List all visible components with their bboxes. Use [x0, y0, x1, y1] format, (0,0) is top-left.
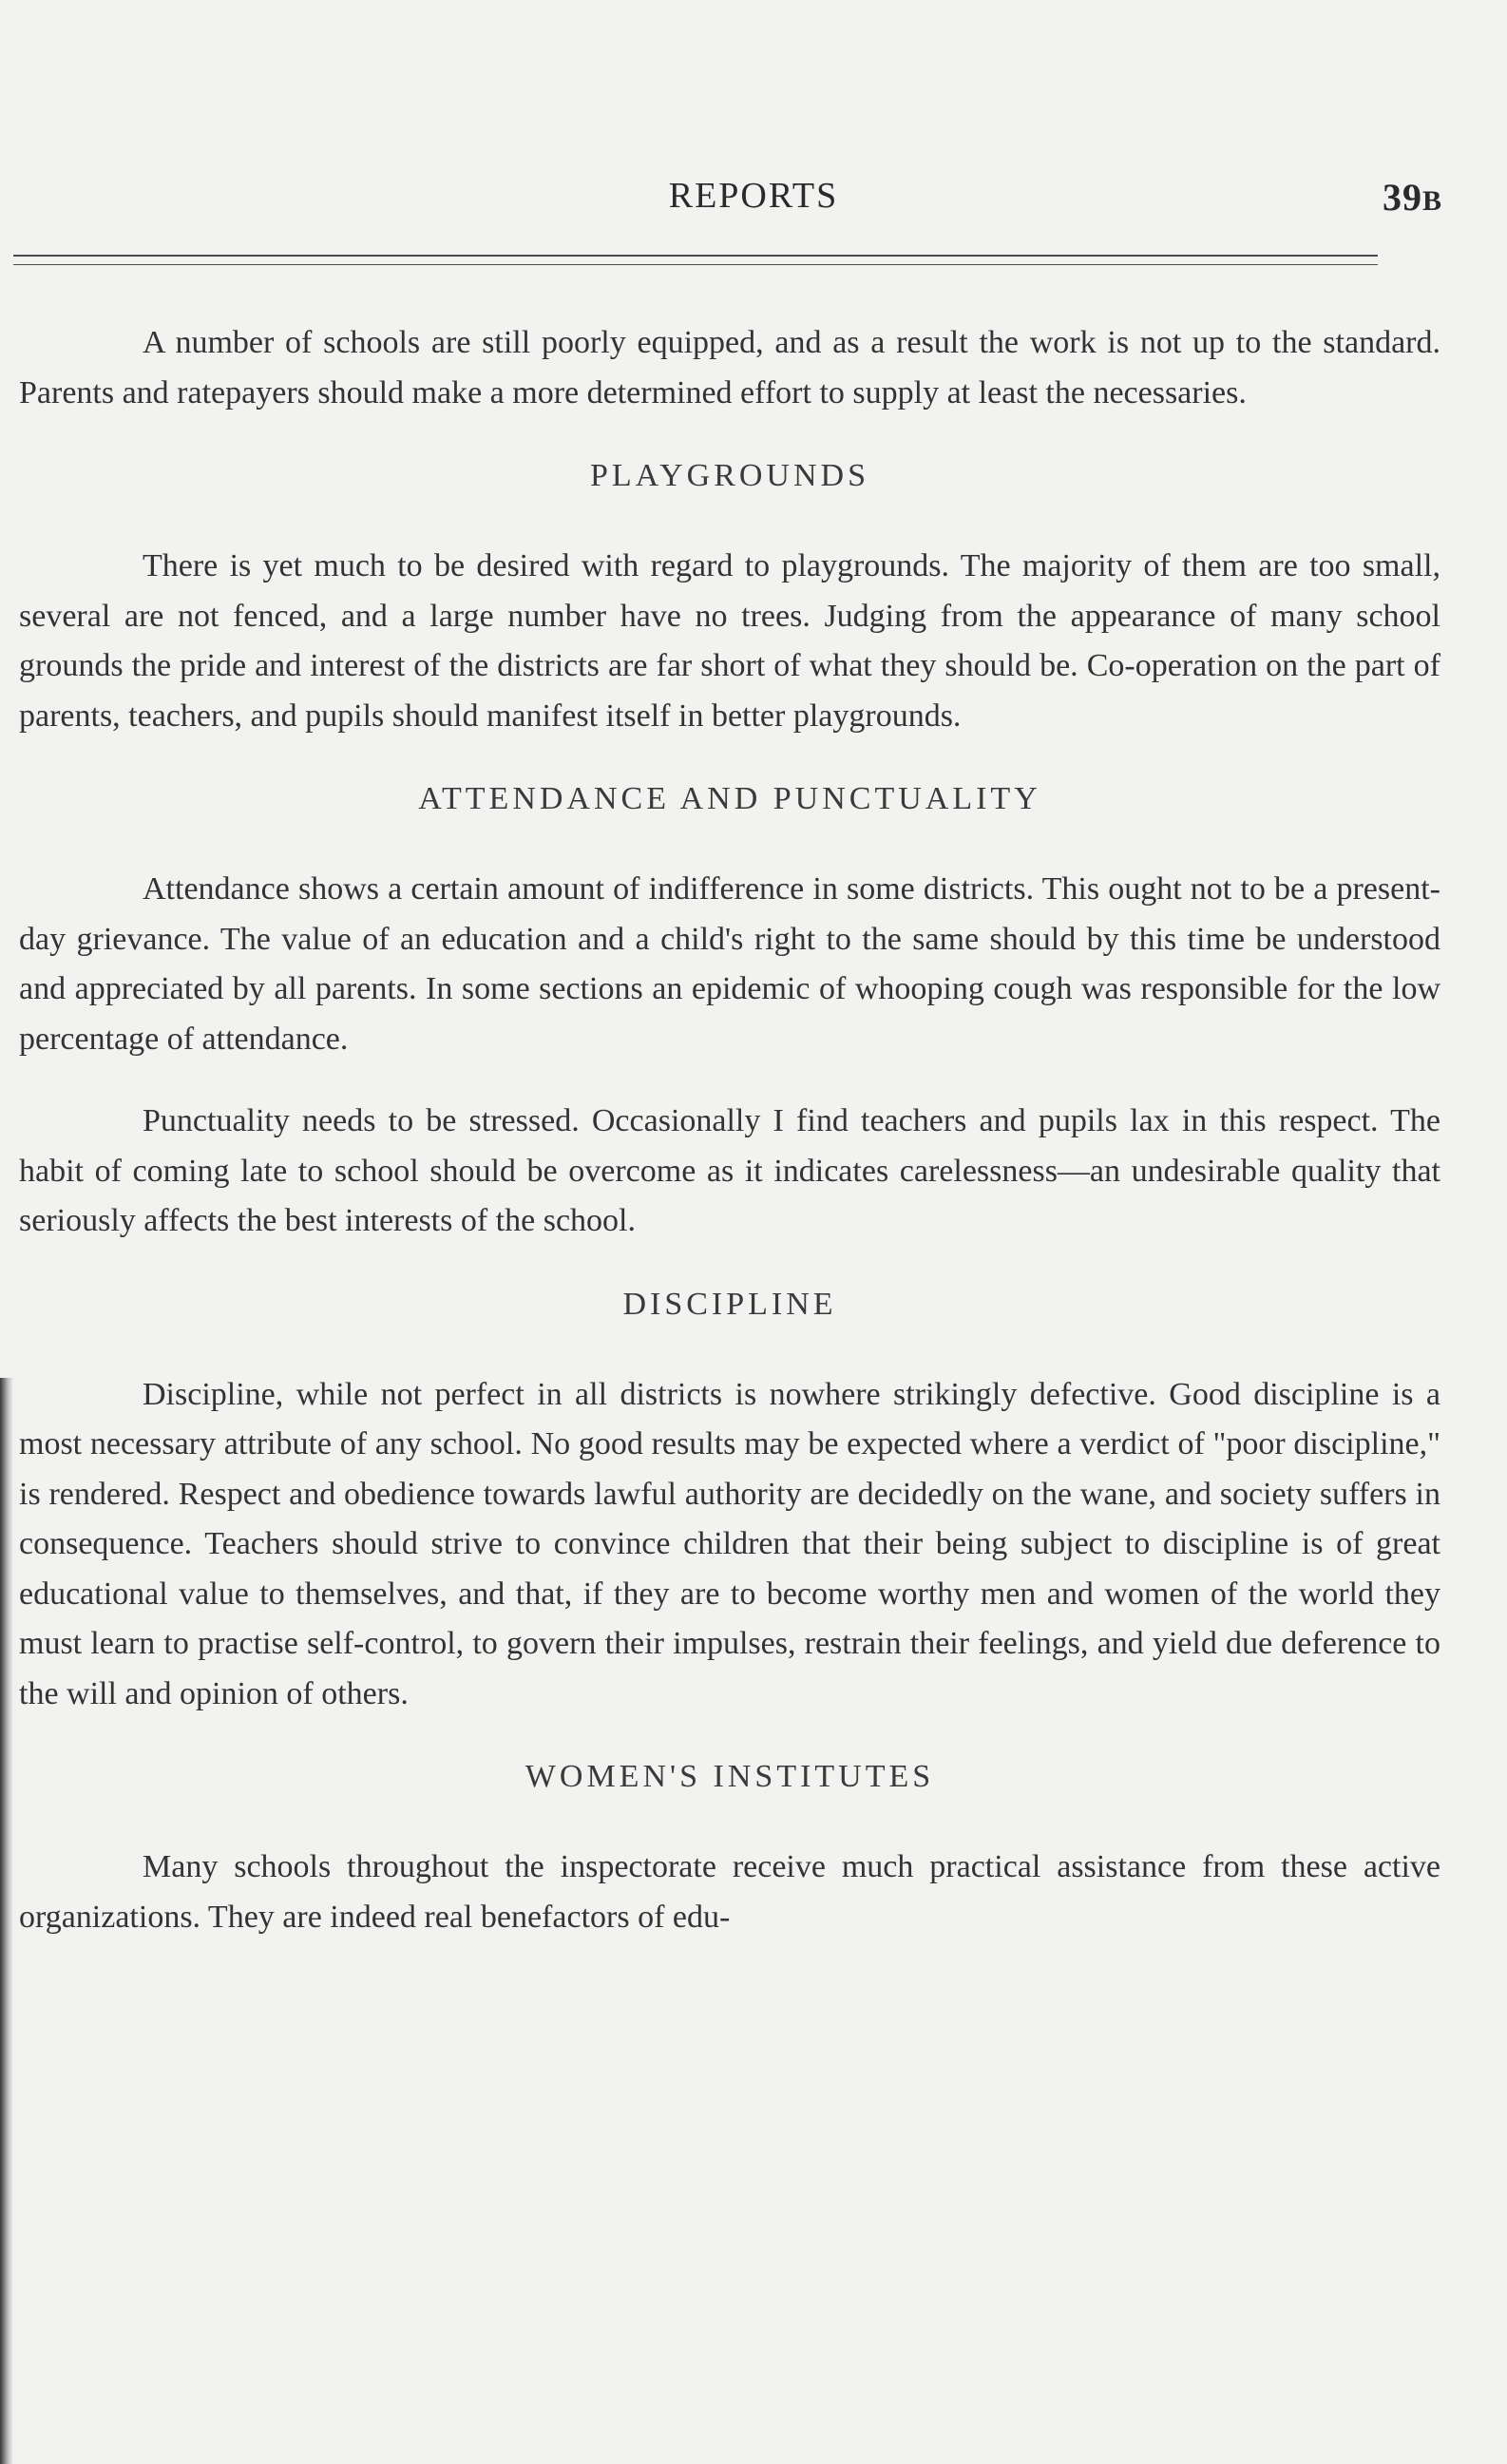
section-heading-playgrounds: PLAYGROUNDS — [589, 458, 870, 493]
section-heading-attendance: ATTENDANCE AND PUNCTUALITY — [418, 781, 1041, 816]
page-number — [1383, 175, 1442, 220]
section-heading-discipline: DISCIPLINE — [622, 1286, 837, 1322]
discipline-paragraph: Discipline, while not perfect in all districts is nowhere strikingly defective. Good discipline is a most necessary attribute of any school. No good results may be expected where a verdict of "poor discipline," is rendered. Respect and obedience towards lawful authority are decidedly on the wane, and society suffers in consequence. Teachers should strive to convince children that their being subject to discipline is of great educational value to themselves, and that, if they are to become worthy men and women of the world they must learn to practise self-control, to govern their impulses, restrain their feelings, and yield due deference to the will and opinion of others. — [19, 1376, 1440, 1711]
punctuality-paragraph: Punctuality needs to be stressed. Occasionally I find teachers and pupils lax in this respect. The habit of coming late to school should be overcome as it indicates carelessness—an undesirable quality that seriously affects the best interests of the school. — [19, 1103, 1440, 1238]
playgrounds-paragraph: There is yet much to be desired with regard to playgrounds. The majority of them are too small, several are not fenced, and a large number have no trees. Judging from the appearance of many school grounds the pride and interest of the districts are far short of what they should be. Co-operation on the part of parents, teachers, and pupils should manifest itself in better playgrounds. — [19, 548, 1440, 734]
page-number-digits: 39 — [1382, 176, 1422, 219]
page-body — [19, 318, 1440, 1942]
page-number-suffix: B — [1421, 185, 1442, 217]
header-rule-bottom — [13, 264, 1378, 265]
womens-institutes-paragraph: Many schools throughout the inspectorate receive much practical assistance from these active organizations. They are indeed real benefactors of edu- — [19, 1849, 1440, 1935]
attendance-paragraph: Attendance shows a certain amount of indifference in some districts. This ought not to be a present-day grievance. The value of an education and a child's right to the same should by this time be understood and appreciated by all parents. In some sections an epidemic of whooping cough was responsible for the low percentage of attendance. — [19, 871, 1440, 1057]
page-binding-shadow — [0, 1378, 13, 2464]
section-heading-womens-institutes: WOMEN'S INSTITUTES — [525, 1759, 935, 1794]
header-rule-top — [13, 255, 1378, 257]
running-header — [0, 169, 1507, 226]
running-title: REPORTS — [668, 176, 839, 216]
intro-paragraph: A number of schools are still poorly equipped, and as a result the work is not up to the standard. Parents and ratepayers should make a more determined effort to supply at least the necessaries. — [19, 325, 1440, 411]
